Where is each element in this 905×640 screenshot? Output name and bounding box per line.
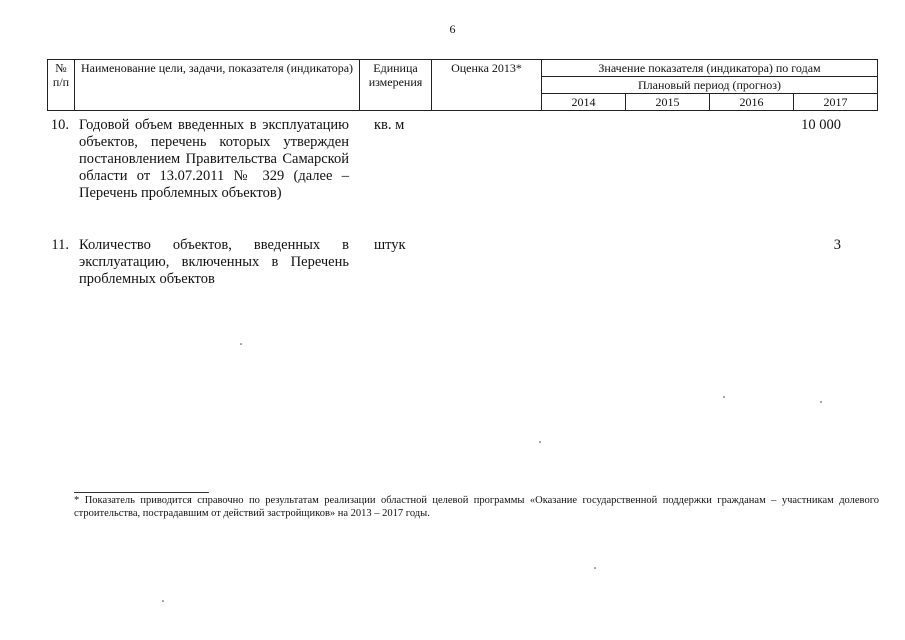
page-number: 6 bbox=[449, 22, 456, 36]
row-value-2017: 10 000 bbox=[801, 117, 841, 133]
scan-speck bbox=[820, 401, 822, 403]
row-unit: штук bbox=[374, 237, 406, 253]
scan-speck bbox=[240, 343, 242, 345]
scan-speck bbox=[539, 441, 541, 443]
header-values-title: Значение показателя (индикатора) по годам bbox=[542, 60, 878, 77]
footnote-divider bbox=[74, 492, 209, 493]
row-name: Годовой объем введенных в эксплуатацию объектов, перечень которых утвержден постановлением Правительства Самарской области от 13.07.2011 № 329 (далее – Перечень проблемных объектов) bbox=[79, 117, 349, 201]
header-year-2016: 2016 bbox=[710, 94, 794, 111]
row-value-2017: 3 bbox=[833, 237, 841, 253]
header-name: Наименование цели, задачи, показателя (индикатора) bbox=[75, 60, 360, 111]
row-num: 11. bbox=[51, 237, 69, 253]
scan-speck bbox=[723, 396, 725, 398]
header-estimate: Оценка 2013* bbox=[432, 60, 542, 111]
scan-speck bbox=[162, 600, 164, 602]
header-planned-period: Плановый период (прогноз) bbox=[542, 77, 878, 94]
header-unit: Единица измерения bbox=[360, 60, 432, 111]
header-year-2015: 2015 bbox=[626, 94, 710, 111]
row-name: Количество объектов, введенных в эксплуатацию, включенных в Перечень проблемных объектов bbox=[79, 237, 349, 287]
row-unit: кв. м bbox=[374, 117, 405, 133]
footnote: * Показатель приводится справочно по результатам реализации областной целевой программы «Оказание государственной поддержки гражданам – участникам долевого строительства, пострадавшим от действий застройщиков» на 2013 – 2017 годы. bbox=[74, 495, 879, 519]
header-num: № п/п bbox=[48, 60, 75, 111]
header-year-2017: 2017 bbox=[794, 94, 878, 111]
indicators-table-header bbox=[47, 59, 878, 111]
row-num: 10. bbox=[50, 117, 69, 133]
scan-speck bbox=[594, 567, 596, 569]
header-year-2014: 2014 bbox=[542, 94, 626, 111]
